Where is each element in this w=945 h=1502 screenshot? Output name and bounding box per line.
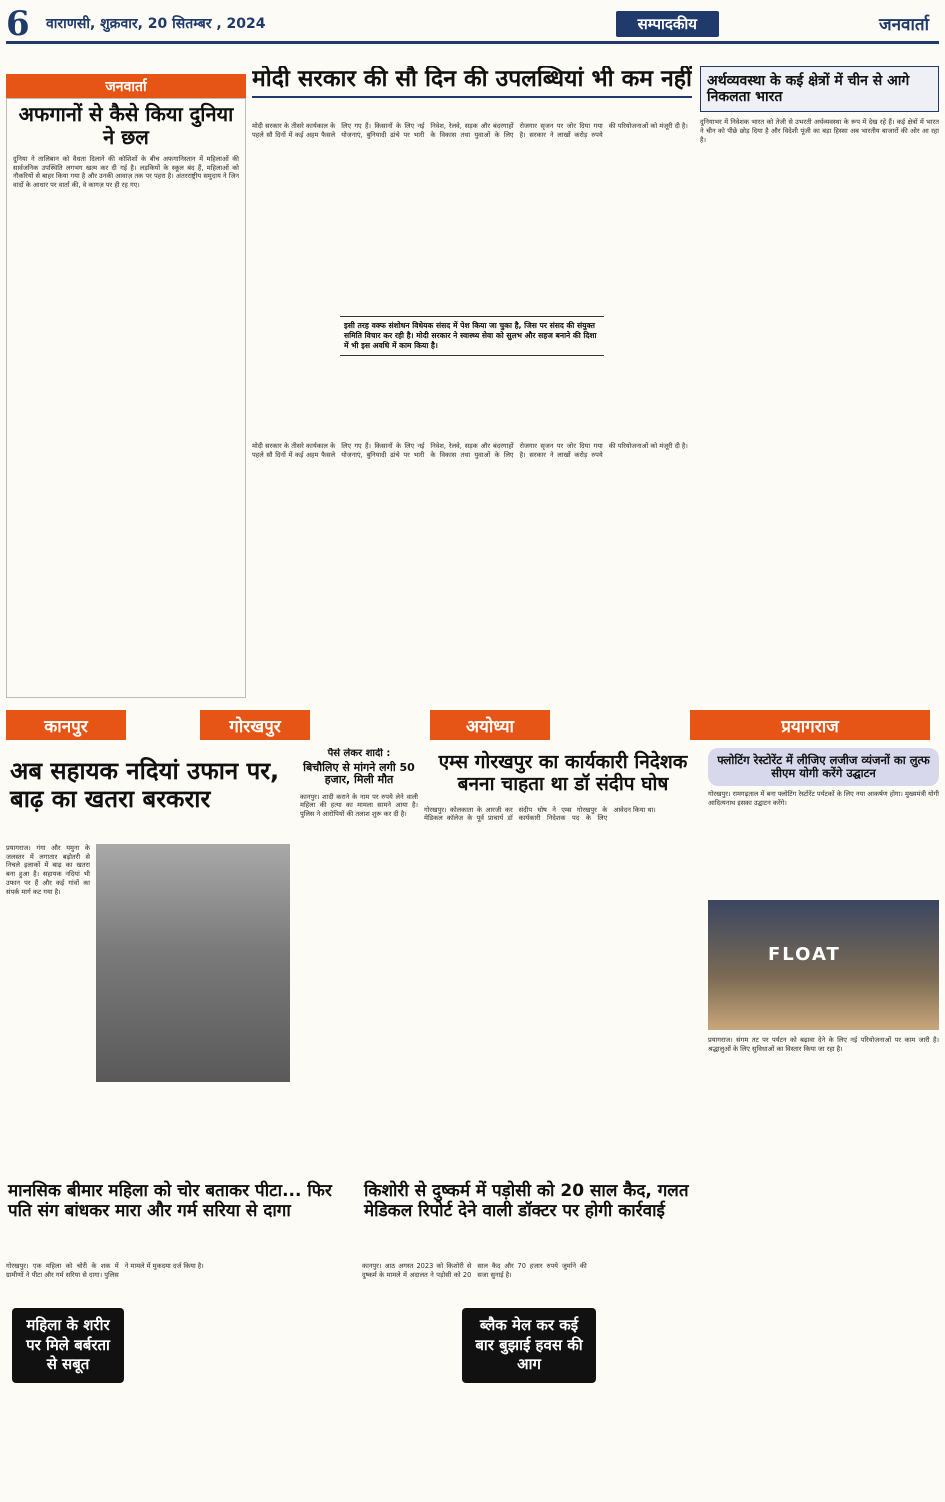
pull-quote: इसी तरह वक्फ संशोधन विधेयक संसद में पेश किया जा चुका है, जिस पर संसद की संयुक्त समिति विचार कर रही है। मोदी सरकार ने स्वास्थ्य सेवा को सुलभ और सहज बनाने की दिशा में भी इस अवधि में काम किया है। <box>340 316 604 356</box>
right-editorial <box>700 66 939 700</box>
floating-body: गोरखपुर। रामगढ़ताल में बना फ्लोटिंग रेस्टोरेंट पर्यटकों के लिए नया आकर्षण होगा। मुख्यमंत्री योगी आदित्यनाथ इसका उद्घाटन करेंगे। <box>708 790 939 808</box>
main-body-cont: मोदी सरकार के तीसरे कार्यकाल के पहले सौ दिनों में कई अहम फैसले लिए गए हैं। किसानों के लिए नई योजनाएं, बुनियादी ढांचे पर भारी निवेश, रेलवे, सड़क और बंदरगाहों के विकास तथा युवाओं के लिए रोजगार सृजन पर जोर दिया गया है। सरकार ने लाखों करोड़ रुपये की परियोजनाओं को मंजूरी दी है। <box>252 442 688 459</box>
city-band-kanpur: कानपुर <box>6 710 126 740</box>
flood-photo <box>96 844 290 1082</box>
woman-story <box>6 1178 356 1496</box>
flood-story <box>6 748 294 1178</box>
court-headline: किशोरी से दुष्कर्म में पड़ोसी को 20 साल कैद, गलत मेडिकल रिपोर्ट देने वाली डॉक्टर पर होगी कार्रवाई <box>364 1181 689 1221</box>
flood-headline: अब सहायक नदियां उफान पर, बाढ़ का खतरा बरकरार <box>10 757 280 813</box>
floating-photo <box>708 900 939 1030</box>
floating-headline: फ्लोटिंग रेस्टोरेंट में लीजिए लजीज व्यंजनों का लुत्फ सीएम योगी करेंगे उद्घाटन <box>708 748 939 786</box>
court-story <box>362 1178 702 1496</box>
editorial-tag: जनवार्ता <box>6 74 246 99</box>
aiims-story <box>424 748 702 1168</box>
right-headline: अर्थव्यवस्था के कई क्षेत्रों में चीन से आगे निकलता भारत <box>700 66 939 112</box>
floating-photo-sign: FLOAT <box>768 944 841 966</box>
city-band-prayagraj: प्रयागराज <box>690 710 930 740</box>
main-headline: मोदी सरकार की सौ दिन की उपलब्धियां भी कम नहीं <box>252 66 692 98</box>
floating-story <box>708 748 939 1488</box>
marriage-story <box>300 748 418 1168</box>
woman-headline: मानसिक बीमार महिला को चोर बताकर पीटा... फिर पति संग बांधकर मारा और गर्म सरिया से दागा <box>8 1181 332 1221</box>
main-editorial <box>252 66 692 700</box>
woman-body: गोरखपुर। एक महिला को चोरी के शक में ग्रामीणों ने पीटा और गर्म सरिया से दागा। पुलिस ने मामले में मुकदमा दर्ज किया है। <box>6 1262 204 1279</box>
page-number: 6 <box>6 3 30 44</box>
brand: जनवार्ता <box>879 15 929 35</box>
right-body: दुनियाभर में निवेशक भारत को तेजी से उभरती अर्थव्यवस्था के रूप में देख रहे हैं। कई क्षेत्रों में भारत ने चीन को पीछे छोड़ दिया है और विदेशी पूंजी का बड़ा हिस्सा अब भारतीय बाजारों की ओर आ रहा है। <box>700 118 939 144</box>
side-body: दुनिया ने तालिबान को वैधता दिलाने की कोशिशों के बीच अफगानिस्तान में महिलाओं की सार्वजनिक उपस्थिति लगभग खत्म कर दी गई है। लड़कियों के स्कूल बंद हैं, महिलाओं को नौकरियों से बाहर किया गया है और उनकी आवाज़ तक पर पहरा है। अंतरराष्ट्रीय समुदाय ने जिन वादों के आधार पर वार्ता की, वे कागज़ पर ही रह गए। <box>13 155 239 190</box>
main-body: मोदी सरकार के तीसरे कार्यकाल के पहले सौ दिनों में कई अहम फैसले लिए गए हैं। किसानों के लिए नई योजनाएं, बुनियादी ढांचे पर भारी निवेश, रेलवे, सड़क और बंदरगाहों के विकास तथा युवाओं के लिए रोजगार सृजन पर जोर दिया गया है। सरकार ने लाखों करोड़ रुपये की परियोजनाओं को मंजूरी दी है। <box>252 122 688 139</box>
court-inset: ब्लैक मेल कर कई बार बुझाई हवस की आग <box>462 1308 596 1383</box>
marriage-kicker: पैसे लेकर शादी : <box>327 748 391 759</box>
flood-body: प्रयागराज। गंगा और यमुना के जलस्तर में लगातार बढ़ोतरी से निचले इलाकों में बाढ़ का खतरा बना हुआ है। सहायक नदियां भी उफान पर हैं और कई गांवों का संपर्क मार्ग कट गया है। <box>6 844 90 896</box>
aiims-headline: एम्स गोरखपुर का कार्यकारी निदेशक बनना चाहता था डॉ संदीप घोष <box>438 751 688 795</box>
city-band-ayodhya: अयोध्या <box>430 710 550 740</box>
section-label: सम्पादकीय <box>616 11 719 37</box>
dateline: वाराणसी, शुक्रवार, 20 सितम्बर , 2024 <box>46 16 266 32</box>
aiims-body: गोरखपुर। कोलकाता के आरजी कर मेडिकल कॉलेज के पूर्व प्राचार्य डॉ संदीप घोष ने एम्स गोरखपुर के कार्यकारी निदेशक पद के लिए आवेदन किया था। <box>424 805 656 823</box>
city-band-gorakhpur: गोरखपुर <box>200 710 310 740</box>
side-article <box>6 98 246 698</box>
masthead <box>6 3 939 44</box>
court-body: कानपुर। आठ अगस्त 2023 को किशोरी से दुष्कर्म के मामले में अदालत ने पड़ोसी को 20 साल कैद और 70 हजार रुपये जुर्माने की सजा सुनाई है। <box>362 1262 587 1279</box>
woman-inset: महिला के शरीर पर मिले बर्बरता से सबूत <box>12 1308 124 1383</box>
marriage-body: कानपुर। शादी कराने के नाम पर रुपये लेने वाली महिला की हत्या का मामला सामने आया है। पुलिस ने आरोपियों की तलाश शुरू कर दी है। <box>300 792 418 819</box>
floating-body-cont: प्रयागराज। संगम तट पर पर्यटन को बढ़ावा देने के लिए नई परियोजनाओं पर काम जारी है। श्रद्धालुओं के लिए सुविधाओं का विस्तार किया जा रहा है। <box>708 1036 939 1054</box>
side-headline: अफगानों से कैसे किया दुनिया ने छल <box>18 102 234 149</box>
marriage-headline: बिचौलिए से मांगने लगी 50 हजार, मिली मौत <box>303 760 415 787</box>
